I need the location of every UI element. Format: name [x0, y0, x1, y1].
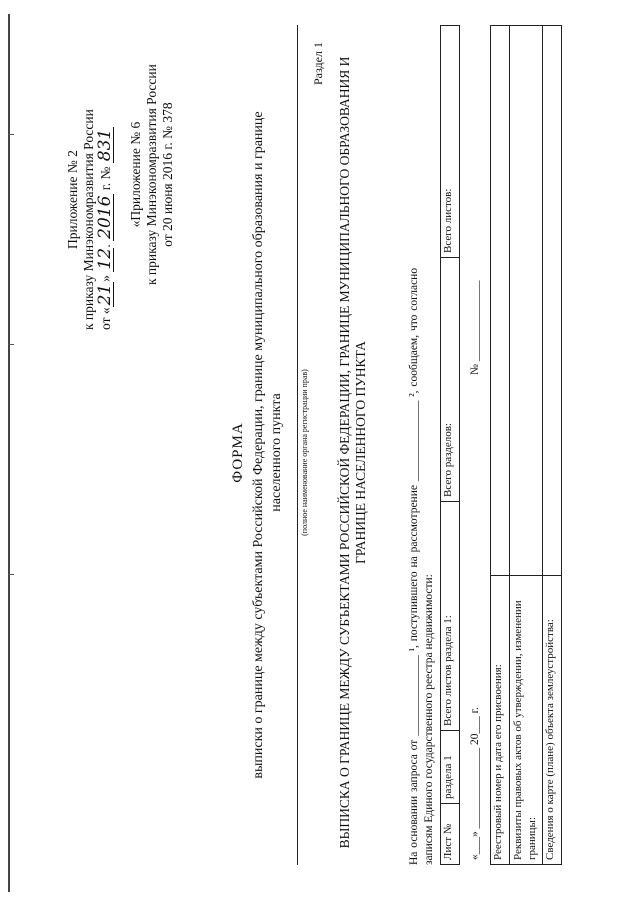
total-sheets-cell: Всего листов: — [441, 26, 460, 258]
table-row — [510, 26, 543, 865]
row-value-map-info — [543, 26, 562, 576]
section1-cell: раздела 1 — [441, 731, 460, 804]
table-row — [543, 26, 562, 865]
sheets-in-section-cell: Всего листов раздела 1: — [441, 502, 460, 731]
section-label: Раздел 1 — [311, 42, 325, 85]
row-label-map-info: Сведения о карте (плане) объекта землеустройства: — [543, 576, 562, 865]
date-mid: » — [98, 275, 113, 282]
total-sections-cell: Всего разделов: — [441, 258, 460, 502]
date-suffix: г. № — [98, 166, 113, 191]
appendix-date-line: от «21» 12. 2016 г. № 831 — [95, 128, 115, 330]
row-value-legal-acts — [510, 26, 543, 576]
authority-caption: (полное наименование органа регистрации прав) — [300, 369, 309, 536]
basis-line-2: записям Единого государственного реестра недвижимости: — [423, 574, 435, 865]
form-title: ФОРМА — [230, 422, 246, 483]
handwritten-month: 12 — [95, 247, 115, 270]
handwritten-year: 2016 — [95, 195, 115, 239]
extract-title-line1: ВЫПИСКА О ГРАНИЦЕ МЕЖДУ СУБЪЕКТАМИ РОССИЙСКОЙ ФЕДЕРАЦИИ, ГРАНИЦЕ МУНИЦИПАЛЬНОГО ОБРАЗОВАНИЯ И — [337, 56, 352, 849]
date-row-right: № ______________ — [469, 280, 481, 375]
prev-appendix-line1: «Приложение № 6 — [128, 121, 143, 228]
appendix-block — [65, 109, 114, 330]
records-table — [490, 25, 562, 865]
date-prefix: от « — [98, 307, 113, 330]
authority-underline — [297, 25, 298, 865]
form-subtitle-line2: населенного пункта — [269, 393, 284, 512]
handwritten-day: 21 — [95, 283, 115, 306]
handwritten-order-number: 831 — [95, 128, 115, 162]
appendix-line1: Приложение № 2 — [65, 150, 80, 249]
appendix-line2: к приказу Минэкономразвития России — [81, 109, 96, 330]
table-row — [491, 26, 510, 865]
form-subtitle-line1: выписки о границе между субъектами Российской Федерации, границе муниципального образования и границе — [251, 111, 266, 779]
date-row-left: «___» ______________ 20___ г. — [469, 707, 481, 860]
basis-line-1: На основании запроса от ______________ ¹, поступившего на рассмотрение ______________ ², сообщаем, что согласно — [408, 267, 420, 865]
header-table — [440, 25, 460, 865]
row-label-legal-acts: Реквизиты правовых актов об утверждении, изменении границы: — [510, 576, 543, 865]
prev-appendix-line2: к приказу Минэкономразвития России — [144, 64, 159, 285]
row-label-registry-number: Реестровый номер и дата его присвоения: — [491, 576, 510, 865]
extract-title-line2: ГРАНИЦЕ НАСЕЛЕННОГО ПУНКТА — [353, 341, 368, 564]
sheet-no-cell: Лист № — [441, 804, 460, 865]
row-value-registry-number — [491, 26, 510, 576]
previous-appendix-block — [128, 64, 176, 285]
prev-appendix-line3: от 20 июня 2016 г. № 378 — [160, 102, 175, 247]
